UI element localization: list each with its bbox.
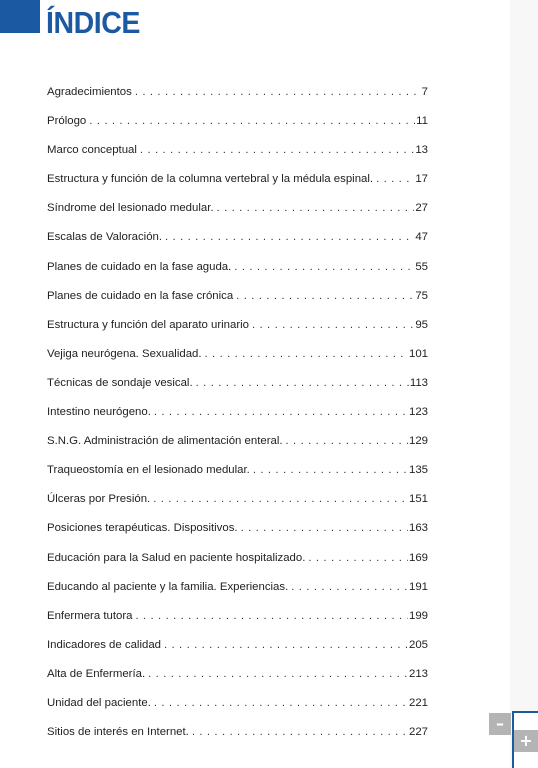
toc-entry-label: Marco conceptual <box>47 144 137 157</box>
toc-page-number: 163 <box>408 522 428 535</box>
toc-entry-label: Vejiga neurógena. Sexualidad. <box>47 347 202 360</box>
toc-dot-leader <box>154 697 408 709</box>
toc-page-number: 227 <box>408 726 428 739</box>
page-title: ÍNDICE <box>46 5 140 40</box>
toc-entry[interactable] <box>47 261 428 290</box>
toc-page-number: 169 <box>408 551 428 564</box>
toc-entry-label: Sitios de interés en Internet. <box>47 726 189 739</box>
toc-entry-label: Intestino neurógeno. <box>47 406 151 419</box>
toc-page-number: 151 <box>408 493 428 506</box>
toc-dot-leader <box>308 552 408 564</box>
toc-dot-leader <box>217 202 415 214</box>
zoom-in-button[interactable] <box>512 711 538 768</box>
toc-entry-label: Síndrome del lesionado medular. <box>47 202 214 215</box>
toc-entry[interactable] <box>47 493 428 522</box>
toc-page-number: 199 <box>408 609 428 622</box>
toc-entry-label: Úlceras por Presión. <box>47 493 151 506</box>
toc-page-number: 129 <box>408 435 428 448</box>
toc-entry-label: Traqueostomía en el lesionado medular. <box>47 464 250 477</box>
toc-dot-leader <box>164 639 408 651</box>
toc-page-number: 221 <box>408 696 428 709</box>
toc-entry-label: Enfermera tutora <box>47 609 133 622</box>
minus-icon: – <box>496 714 504 733</box>
toc-entry[interactable] <box>47 377 428 406</box>
toc-dot-leader <box>291 581 408 593</box>
toc-page-number: 113 <box>409 376 428 389</box>
toc-entry-label: Indicadores de calidad <box>47 638 161 651</box>
toc-dot-leader <box>234 261 414 273</box>
toc-entry-label: Estructura y función de la columna vertebral y la médula espinal. <box>47 173 374 186</box>
toc-entry-label: Estructura y función del aparato urinario <box>47 318 249 331</box>
toc-entry-label: Prólogo <box>47 115 87 128</box>
toc-entry[interactable] <box>47 202 428 231</box>
toc-entry[interactable] <box>47 639 428 668</box>
toc-page-number: 213 <box>408 667 428 680</box>
toc-dot-leader <box>154 406 408 418</box>
toc-page-number: 75 <box>415 289 428 302</box>
toc-entry-label: Técnicas de sondaje vesical. <box>47 376 193 389</box>
toc-entry[interactable] <box>47 290 428 319</box>
toc-page-number: 95 <box>415 318 428 331</box>
toc-page-number: 191 <box>408 580 428 593</box>
toc-entry-label: Alta de Enfermería. <box>47 667 146 680</box>
toc-page-number: 47 <box>415 231 428 244</box>
toc-entry-label: Educación para la Salud en paciente hospitalizado. <box>47 551 306 564</box>
toc-dot-leader <box>252 319 414 331</box>
toc-entry-label: Planes de cuidado en la fase crónica <box>47 289 234 302</box>
toc-entry-label: Planes de cuidado en la fase aguda. <box>47 260 232 273</box>
toc-entry[interactable] <box>47 231 428 260</box>
toc-entry[interactable] <box>47 435 428 464</box>
toc-page-number: 17 <box>415 173 428 186</box>
table-of-contents <box>47 86 428 755</box>
toc-entry[interactable] <box>47 144 428 173</box>
toc-page-number: 11 <box>416 115 428 128</box>
toc-page-number: 101 <box>408 347 428 360</box>
toc-entry[interactable] <box>47 406 428 435</box>
toc-entry[interactable] <box>47 697 428 726</box>
toc-entry[interactable] <box>47 522 428 551</box>
toc-entry[interactable] <box>47 115 428 144</box>
toc-dot-leader <box>286 435 408 447</box>
plus-icon: + <box>514 730 538 752</box>
toc-entry[interactable] <box>47 726 428 755</box>
toc-entry[interactable] <box>47 610 428 639</box>
toc-entry[interactable] <box>47 86 428 115</box>
toc-entry[interactable] <box>47 173 428 202</box>
toc-dot-leader <box>148 668 408 680</box>
toc-dot-leader <box>376 173 414 185</box>
toc-entry-label: Posiciones terapéuticas. Dispositivos. <box>47 522 238 535</box>
toc-entry[interactable] <box>47 668 428 697</box>
toc-dot-leader <box>196 377 409 389</box>
toc-entry[interactable] <box>47 348 428 377</box>
toc-entry-label: Escalas de Valoración. <box>47 231 163 244</box>
toc-dot-leader <box>135 610 408 622</box>
toc-dot-leader <box>140 144 414 156</box>
toc-page-number: 13 <box>415 144 428 157</box>
toc-dot-leader <box>192 726 408 738</box>
toc-entry-label: Unidad del paciente. <box>47 696 151 709</box>
toc-entry[interactable] <box>47 319 428 348</box>
toc-dot-leader <box>236 290 414 302</box>
toc-dot-leader <box>165 231 414 243</box>
toc-page-number: 123 <box>408 406 428 419</box>
zoom-out-button[interactable] <box>489 713 511 735</box>
toc-page-number: 55 <box>415 260 428 273</box>
viewer-margin <box>510 0 538 768</box>
toc-dot-leader <box>253 464 408 476</box>
header-color-tab <box>0 0 40 33</box>
toc-dot-leader <box>89 115 415 127</box>
toc-page-number: 27 <box>415 202 428 215</box>
toc-entry-label: S.N.G. Administración de alimentación enteral. <box>47 435 283 448</box>
toc-entry-label: Educando al paciente y la familia. Experiencias. <box>47 580 289 593</box>
toc-dot-leader <box>241 522 408 534</box>
toc-dot-leader <box>205 348 408 360</box>
toc-entry[interactable] <box>47 464 428 493</box>
toc-entry[interactable] <box>47 581 428 610</box>
toc-dot-leader <box>135 86 421 98</box>
toc-entry[interactable] <box>47 552 428 581</box>
toc-entry-label: Agradecimientos <box>47 86 132 98</box>
toc-page-number: 205 <box>408 638 428 651</box>
toc-page-number: 135 <box>408 464 428 477</box>
toc-dot-leader <box>153 493 408 505</box>
toc-page-number: 7 <box>421 86 428 98</box>
